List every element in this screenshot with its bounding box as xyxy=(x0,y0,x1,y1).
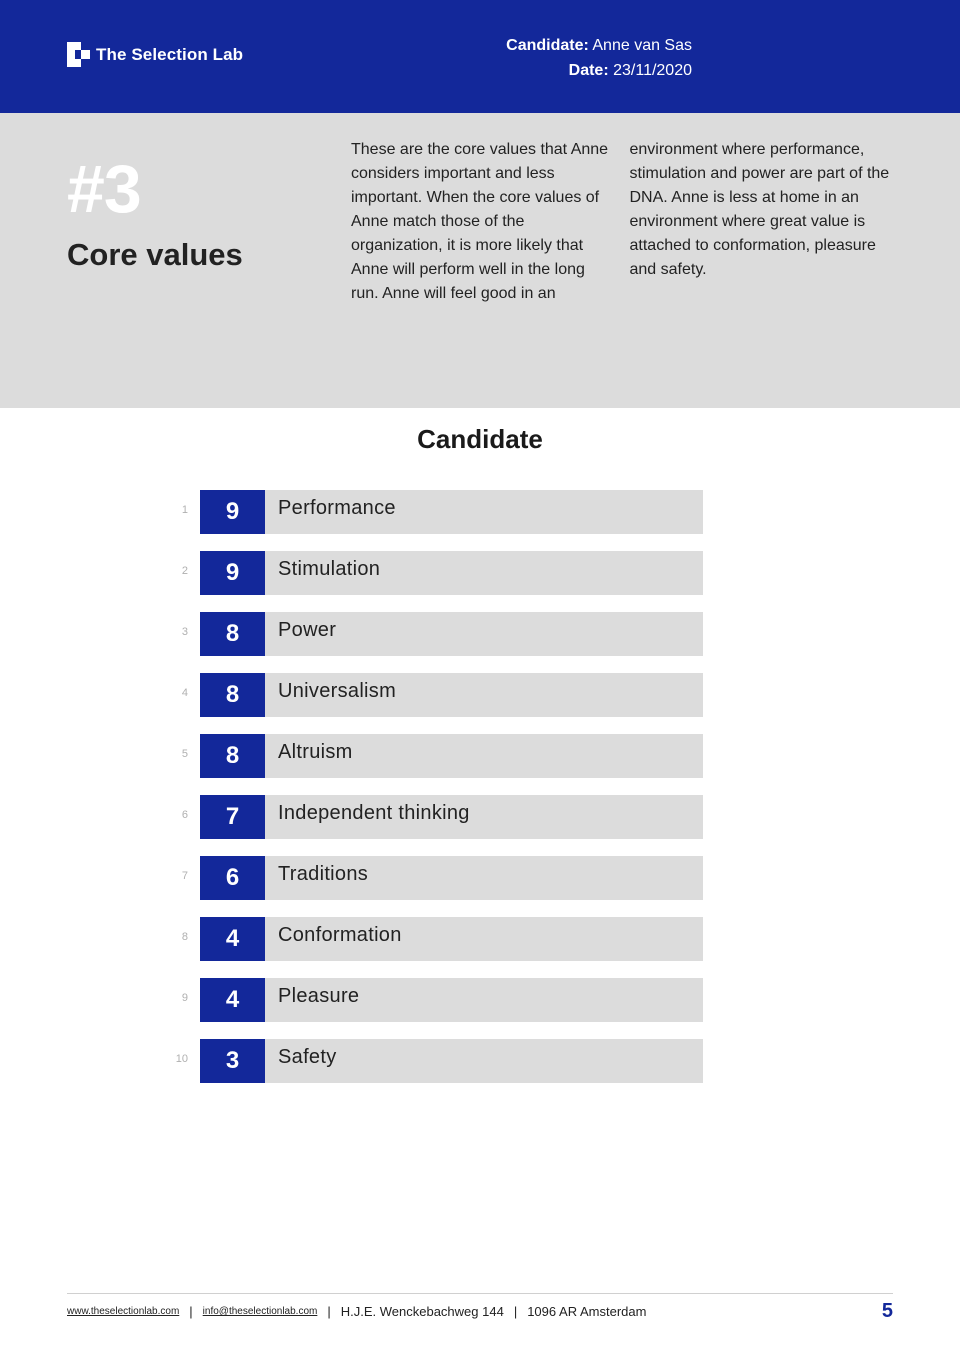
value-label: Pleasure xyxy=(278,985,360,1007)
page-number: 5 xyxy=(881,1300,893,1322)
page-header xyxy=(0,0,960,113)
intro-description: These are the core values that Anne considers important and less important. When the core values of Anne match those of the organization, it is more likely that Anne will perform well in the long run. Anne will feel good in an environment where performance, stimulation and power are part of the DNA. Anne is less at home in an environment where great value is attached to conformation, pleasure and safety. xyxy=(351,141,890,302)
value-row xyxy=(160,917,703,961)
footer-separator: | xyxy=(189,1304,193,1319)
value-row xyxy=(160,612,703,656)
page-footer xyxy=(67,1304,646,1319)
value-score: 3 xyxy=(200,1039,265,1083)
value-bar xyxy=(265,795,703,839)
section-number: #3 xyxy=(67,151,141,227)
value-rank: 6 xyxy=(181,809,188,821)
value-rank: 5 xyxy=(181,748,188,760)
value-score: 8 xyxy=(200,673,265,717)
candidate-meta xyxy=(506,33,692,83)
footer-address: H.J.E. Wenckebachweg 144 xyxy=(340,1304,504,1319)
intro-section xyxy=(0,113,960,408)
value-rank: 9 xyxy=(181,992,188,1004)
value-row xyxy=(160,734,703,778)
value-bar xyxy=(265,917,703,961)
value-bar xyxy=(265,673,703,717)
value-label: Independent thinking xyxy=(278,802,470,824)
value-rank: 4 xyxy=(181,687,188,699)
candidate-label: Candidate: xyxy=(506,37,589,54)
value-bar xyxy=(265,1039,703,1083)
date-label: Date: xyxy=(568,62,609,79)
value-bar xyxy=(265,734,703,778)
brand-name: The Selection Lab xyxy=(96,44,244,64)
candidate-line xyxy=(506,33,692,58)
footer-separator: | xyxy=(327,1304,331,1319)
value-label: Traditions xyxy=(278,863,369,885)
email-link[interactable]: info@theselectionlab.com xyxy=(202,1306,318,1317)
brand-logo[interactable] xyxy=(67,42,243,67)
footer-separator: | xyxy=(513,1304,518,1319)
value-rank: 10 xyxy=(175,1053,188,1065)
value-score: 8 xyxy=(200,734,265,778)
value-score: 9 xyxy=(200,551,265,595)
date-line xyxy=(506,58,692,83)
value-score: 9 xyxy=(200,490,265,534)
value-label: Stimulation xyxy=(278,558,381,580)
value-row xyxy=(160,978,703,1022)
value-score: 7 xyxy=(200,795,265,839)
value-rank: 1 xyxy=(181,504,188,516)
footer-postal: 1096 AR Amsterdam xyxy=(527,1304,647,1319)
value-row xyxy=(160,551,703,595)
candidate-name: Anne van Sas xyxy=(592,37,692,54)
value-row xyxy=(160,1039,703,1083)
value-rank: 7 xyxy=(181,870,188,882)
value-score: 4 xyxy=(200,917,265,961)
value-rank: 8 xyxy=(181,931,188,943)
candidate-heading: Candidate xyxy=(417,424,543,454)
value-rank: 3 xyxy=(181,626,188,638)
section-title: Core values xyxy=(67,237,243,272)
value-label: Conformation xyxy=(278,924,402,946)
value-row xyxy=(160,795,703,839)
value-label: Performance xyxy=(278,497,396,519)
value-label: Safety xyxy=(278,1046,337,1068)
logo-mark-icon xyxy=(67,42,91,67)
value-row xyxy=(160,856,703,900)
value-bar xyxy=(265,978,703,1022)
website-link[interactable]: www.theselectionlab.com xyxy=(67,1306,180,1317)
footer-divider xyxy=(67,1293,893,1294)
value-label: Power xyxy=(278,619,337,641)
value-bar xyxy=(265,856,703,900)
date-value: 23/11/2020 xyxy=(613,62,692,79)
value-bar xyxy=(265,490,703,534)
value-bar xyxy=(265,551,703,595)
value-bar xyxy=(265,612,703,656)
value-score: 8 xyxy=(200,612,265,656)
value-score: 6 xyxy=(200,856,265,900)
value-row xyxy=(160,673,703,717)
value-label: Universalism xyxy=(278,680,397,702)
value-label: Altruism xyxy=(278,741,353,763)
value-row xyxy=(160,490,703,534)
value-score: 4 xyxy=(200,978,265,1022)
value-rank: 2 xyxy=(181,565,188,577)
